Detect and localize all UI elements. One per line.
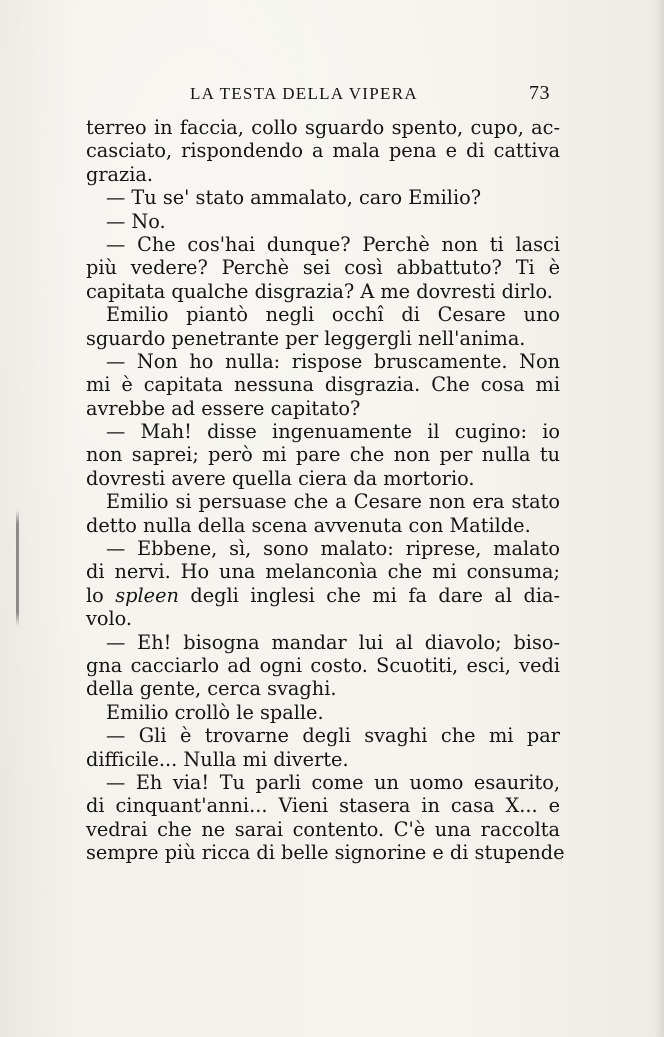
text-line: sempre più ricca di belle signorine e di stupende [86,841,565,865]
text-line: più vedere? Perchè sei così abbattuto? Ti è [86,256,560,280]
text-line: gna cacciarlo ad ogni costo. Scuotiti, esci, vedi [86,653,560,677]
margin-pencil-mark [16,510,19,626]
text-line: vedrai che ne sarai contento. C'è una raccolta [86,817,560,841]
text-line: Emilio si persuase che a Cesare non era stato [106,490,560,514]
text-line: — Ebbene, sì, sono malato: riprese, malato [106,537,560,561]
text-line: Emilio crollò le spalle. [106,700,324,724]
text-line: — Tu se' stato ammalato, caro Emilio? [106,186,482,210]
text-line: di nervi. Ho una melanconìa che mi consuma; [86,560,560,584]
text-line: lo spleen degli inglesi che mi fa dare al dia- [86,583,560,607]
text-line: grazia. [86,162,154,186]
page-edge-shadow [654,0,664,1037]
text-line: mi è capitata nessuna disgrazia. Che cosa mi [86,373,560,397]
text-line: avrebbe ad essere capitato? [86,396,361,420]
text-line: — Che cos'hai dunque? Perchè non ti lasci [106,232,560,256]
running-title: LA TESTA DELLA VIPERA [190,84,418,103]
text-line: della gente, cerca svaghi. [86,677,337,701]
text-line: casciato, rispondendo a mala pena e di cattiva [86,139,560,163]
text-line: non saprei; però mi pare che non per nulla tu [86,443,560,467]
text-line: — No. [106,209,166,233]
text-line: volo. [86,607,133,631]
text-line: di cinquant'anni... Vieni stasera in casa X... e [86,794,560,818]
body-text [86,116,565,865]
text-line: difficile... Nulla mi diverte. [86,747,349,771]
text-line: detto nulla della scena avvenuta con Matilde. [86,513,531,537]
text-line: Emilio piantò negli occhî di Cesare uno [106,303,560,327]
text-line: — Eh! bisogna mandar lui al diavolo; biso- [106,630,560,654]
text-line: — Eh via! Tu parli come un uomo esaurito, [106,770,560,794]
text-line: — Gli è trovarne degli svaghi che mi par [106,724,560,748]
italic-word: spleen [115,583,179,607]
page-header [190,84,550,108]
text-line: dovresti avere quella ciera da mortorio. [86,466,475,490]
text-line: sguardo penetrante per leggergli nell'anima. [86,326,526,350]
text-line: capitata qualche disgrazia? A me dovresti dirlo. [86,279,553,303]
text-line: — Mah! disse ingenuamente il cugino: io [106,420,560,444]
text-line: — Non ho nulla: rispose bruscamente. Non [106,349,560,373]
page-number: 73 [529,82,550,104]
text-line: terreo in faccia, collo sguardo spento, cupo, ac- [86,116,560,139]
